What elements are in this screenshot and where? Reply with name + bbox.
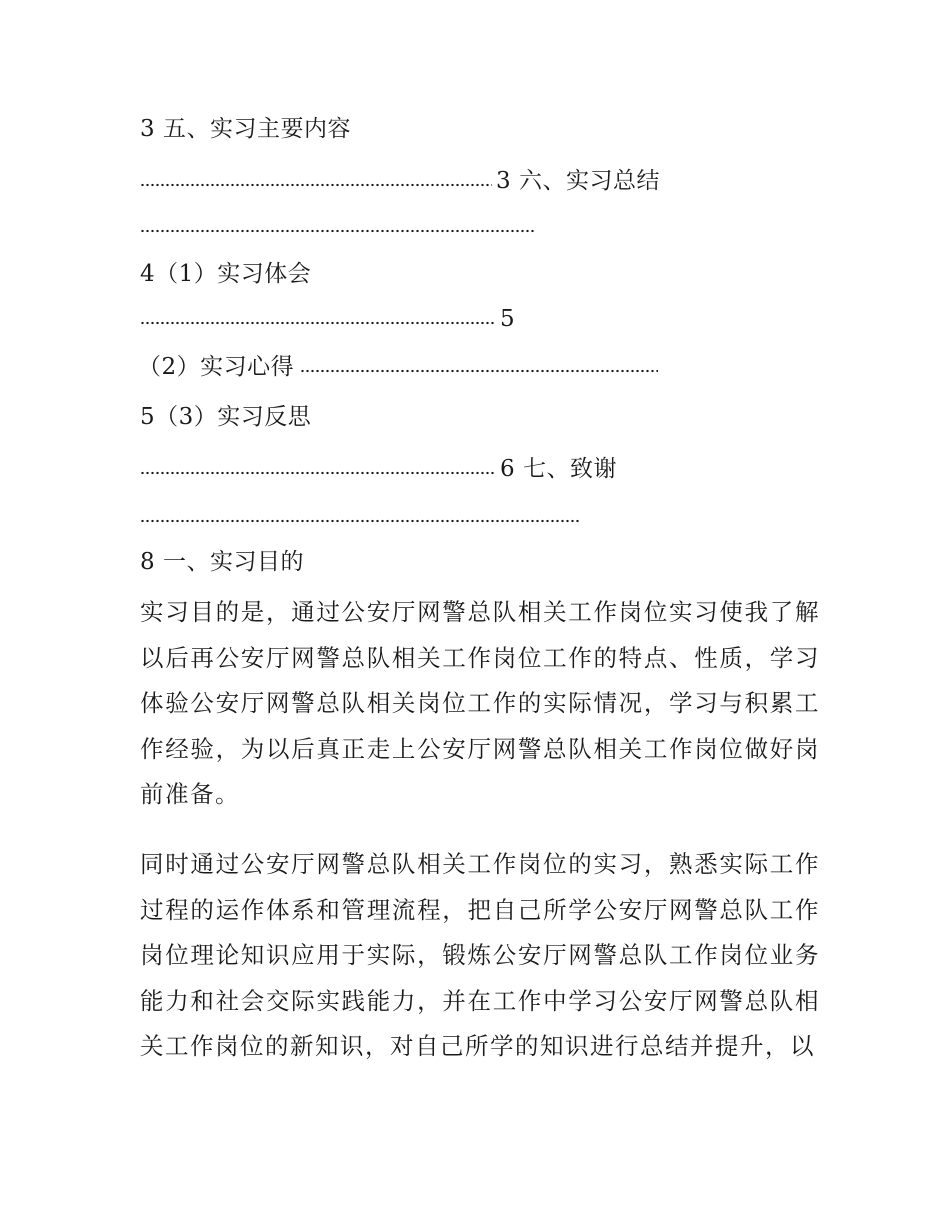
toc-entry-main-content bbox=[140, 114, 351, 144]
leader-dots bbox=[140, 228, 534, 234]
toc-entry-text: 4（1）实习体会 bbox=[140, 261, 312, 287]
toc-leader-line bbox=[140, 502, 584, 532]
body-paragraph-1: 实习目的是，通过公安厅网警总队相关工作岗位实习使我了解以后再公安厅网警总队相关工作岗位工作的特点、性质，学习体验公安厅网警总队相关岗位工作的实际情况，学习与积累工作经验，为以后真正走上公安厅网警总队相关工作岗位做好岗前准备。 bbox=[140, 598, 820, 809]
leader-dots bbox=[140, 470, 496, 476]
toc-entry-page-number bbox=[140, 304, 515, 334]
toc-leader-line bbox=[140, 212, 538, 242]
section-heading-text: 8 一、实习目的 bbox=[140, 549, 304, 575]
toc-entry-text: 3 五、实习主要内容 bbox=[140, 116, 351, 142]
section-heading-purpose bbox=[140, 547, 304, 577]
toc-entry-text: 6 七、致谢 bbox=[500, 456, 617, 482]
body-paragraph-2: 同时通过公安厅网警总队相关工作岗位的实习，熟悉实际工作过程的运作体系和管理流程，把自己所学公安厅网警总队工作岗位理论知识应用于实际，锻炼公安厅网警总队工作岗位业务能力和社会交际实践能力，并在工作中学习公安厅网警总队相关工作岗位的新知识，对自己所学的知识进行总结并提升，以 bbox=[140, 850, 820, 1061]
leader-dots bbox=[140, 182, 492, 188]
leader-dots bbox=[140, 320, 496, 326]
toc-entry-experience bbox=[140, 259, 311, 289]
leader-dots bbox=[140, 518, 580, 524]
toc-entry-acknowledgement bbox=[140, 454, 617, 484]
toc-entry-text: 5 bbox=[500, 306, 516, 332]
toc-entry-text: 5（3）实习反思 bbox=[140, 404, 312, 430]
leader-dots bbox=[300, 368, 658, 374]
toc-entry-insights bbox=[138, 352, 662, 382]
toc-entry-reflection bbox=[140, 402, 311, 432]
toc-entry-text: 3 六、实习总结 bbox=[496, 168, 660, 194]
toc-entry-summary bbox=[140, 166, 660, 196]
toc-entry-text: （2）实习心得 bbox=[138, 354, 295, 380]
